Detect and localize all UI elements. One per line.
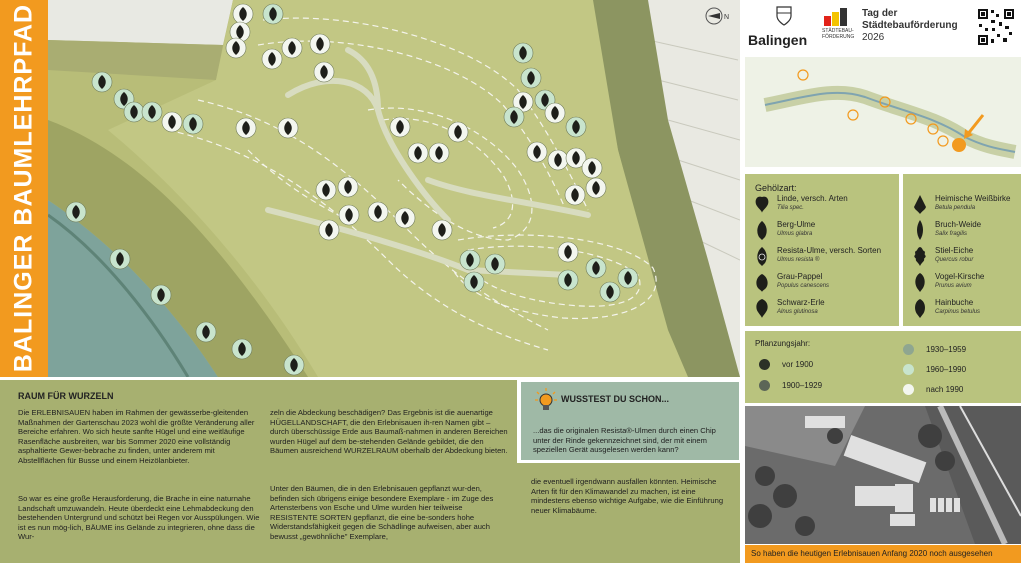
year-legend-item xyxy=(759,380,822,391)
section-heading: RAUM FÜR WURZELN xyxy=(18,391,114,401)
legend-item-latin: Prunus avium xyxy=(935,283,972,289)
birch-leaf-icon xyxy=(911,194,929,216)
years-title: Pflanzungsjahr: xyxy=(755,339,811,348)
legend-item-name: Berg-Ulme xyxy=(777,220,816,229)
historic-aerial-photo xyxy=(745,406,1021,544)
legend-item-latin: Quercus robur xyxy=(935,257,974,263)
year-label: 1930–1959 xyxy=(926,345,967,354)
did-you-know-text: ...das die originalen Resista®-Ulmen durch einen Chip unter der Rinde gekennzeichnet sind, der mit einem speziellen Gerät ausgelesen werden kann? xyxy=(533,426,716,455)
cherry-leaf-icon xyxy=(911,272,929,294)
did-you-know-heading: WUSSTEST DU SCHON... xyxy=(561,394,670,404)
balingen-crest-icon xyxy=(776,6,792,26)
year-color-swatch xyxy=(759,359,770,370)
legend-item xyxy=(753,272,829,294)
legend-item-name: Bruch-Weide xyxy=(935,220,982,229)
col3-paragraph-1: die eventuell irgendwann ausfallen könnten. Heimische Arten fit für den Klimawandel zu machen, ist eine mindestens ebenso wichtige Aufgabe, wie die Einführung neuer Klimabäume. xyxy=(531,477,724,515)
legend-item-latin: Salix fragilis xyxy=(935,231,968,237)
alder-leaf-icon xyxy=(753,298,771,320)
legend-item-latin: Alnus glutinosa xyxy=(777,309,818,315)
col2-paragraph-1: zeln die Abdeckung beschädigen? Das Ergebnis ist die auenartige HÜGELLANDSCHAFT, die den Erlebnisauen ih-ren Namen gibt – durch überschüssige Erde aus Baumaß-nahmen in anderen Bereichen wurden Hügel auf dem be-stehenden Gelände gebildet, die den Bäumen ausreichend WURZELRAUM oberhalb der Abdeckung bieten. xyxy=(270,408,508,456)
year-legend-item xyxy=(903,344,966,355)
legend-item xyxy=(753,194,848,216)
year-legend-item xyxy=(759,359,813,370)
year-color-swatch xyxy=(903,344,914,355)
col1-paragraph-1: Die ERLEBNISAUEN haben im Rahmen der gewässerbe-gleitenden Maßnahmen der Gartenschau 2023 wohl die größte Veränderung aller Bereiche erfahren. Wo sich heute sanfte Hügel und eine weitläufige Rasenfläche ausbreiten, war bis Sommer 2020 eine vollständig asphaltierte Gewer-bebrache zu finden, unter anderem mit Abstellflächen für Busse und einem Heizölanbieter. xyxy=(18,408,255,465)
legend-item-name: Heimische Weißbirke xyxy=(935,194,1011,203)
oak-leaf-icon xyxy=(911,246,929,268)
north-label: N xyxy=(724,14,730,21)
title-bar xyxy=(0,0,48,377)
legend-item xyxy=(911,246,973,268)
text-panel-continued xyxy=(517,463,740,563)
qr-code-icon[interactable] xyxy=(977,8,1015,46)
legend-item-name: Resista-Ulme, versch. Sorten xyxy=(777,246,882,255)
event-year: 2026 xyxy=(862,32,885,43)
balingen-logo: Balingen xyxy=(748,32,808,48)
elm-leaf-icon xyxy=(753,220,771,242)
site-map xyxy=(48,0,740,377)
text-panel xyxy=(0,380,517,563)
year-color-swatch xyxy=(903,364,914,375)
willow-leaf-icon xyxy=(911,220,929,242)
hornbeam-leaf-icon xyxy=(911,298,929,320)
year-label: vor 1900 xyxy=(782,360,814,369)
legend-item-name: Linde, versch. Arten xyxy=(777,194,848,203)
col2-paragraph-2: Unter den Bäumen, die in den Erlebnisauen gepflanzt wur-den, befinden sich übrigens einige besondere Exemplare - im Zuge des Artensterbens von Esche und Ulme wurden hier teilweise RESISTENTE SORTEN gepflanzt, die eine be-sonders hohe Widerstandsfähigkeit gegen die Schädlinge aufweisen, aber auch bewusst „gewöhnliche" Exemplare, xyxy=(270,484,494,541)
header-logos xyxy=(740,0,1025,56)
legend-item-latin: Betula pendula xyxy=(935,205,976,211)
staedtebau-logo-icon xyxy=(824,8,852,26)
legend-item xyxy=(753,246,881,268)
year-color-swatch xyxy=(903,384,914,395)
page-title: BALINGER BAUMLEHRPFAD xyxy=(9,3,38,373)
year-label: 1960–1990 xyxy=(926,365,967,374)
year-legend-item xyxy=(903,384,963,395)
did-you-know-box xyxy=(521,382,739,460)
legend-item-latin: Populus canescens xyxy=(777,283,830,289)
legend-item-name: Schwarz-Erle xyxy=(777,298,825,307)
legend-item-name: Vogel-Kirsche xyxy=(935,272,985,281)
legend-item-latin: Carpinus betulus xyxy=(935,309,981,315)
legend-item-latin: Ulmus resista ® xyxy=(777,257,820,263)
legend-item xyxy=(753,298,825,320)
locator-map xyxy=(745,57,1021,167)
photo-caption-text: So haben die heutigen Erlebnisauen Anfang 2020 noch ausgesehen xyxy=(751,549,993,558)
legend-species-right xyxy=(903,174,1021,326)
staedtebau-logo-text: STÄDTEBAU-FÖRDERUNG xyxy=(822,28,855,40)
legend-title: Gehölzart: xyxy=(755,183,797,193)
legend-item xyxy=(911,220,981,242)
year-legend-item xyxy=(903,364,966,375)
legend-item xyxy=(911,298,980,320)
legend-species-left xyxy=(745,174,899,326)
legend-item xyxy=(911,272,984,294)
legend-item-latin: Tilia spec. xyxy=(777,205,804,211)
resista-elm-icon xyxy=(753,246,771,268)
lightbulb-icon xyxy=(535,388,557,412)
year-label: nach 1990 xyxy=(926,385,964,394)
current-location-marker xyxy=(952,138,966,152)
legend-item-latin: Ulmus glabra xyxy=(777,231,813,237)
legend-item xyxy=(911,194,1010,216)
event-line-2: Städtebauförderung xyxy=(862,20,958,31)
legend-item xyxy=(753,220,815,242)
event-line-1: Tag der xyxy=(862,8,898,19)
col1-paragraph-2: So war es eine große Herausforderung, die Brache in eine naturnahe Landschaft umzuwandeln. Heute überdeckt eine Lehmabdeckung den bestehenden Untergrund und schützt bei Regen vor Ausspülungen. Wie ist es nun mög-lich, BÄUME ins Gelände zu integrieren, ohne dass die Wur- xyxy=(18,494,260,542)
legend-item-name: Grau-Pappel xyxy=(777,272,823,281)
legend-item-name: Hainbuche xyxy=(935,298,974,307)
poplar-leaf-icon xyxy=(753,272,771,294)
year-label: 1900–1929 xyxy=(782,381,823,390)
planting-year-legend xyxy=(745,331,1021,403)
year-color-swatch xyxy=(759,380,770,391)
linden-leaf-icon xyxy=(753,194,771,216)
photo-caption xyxy=(745,545,1021,563)
legend-item-name: Stiel-Eiche xyxy=(935,246,974,255)
